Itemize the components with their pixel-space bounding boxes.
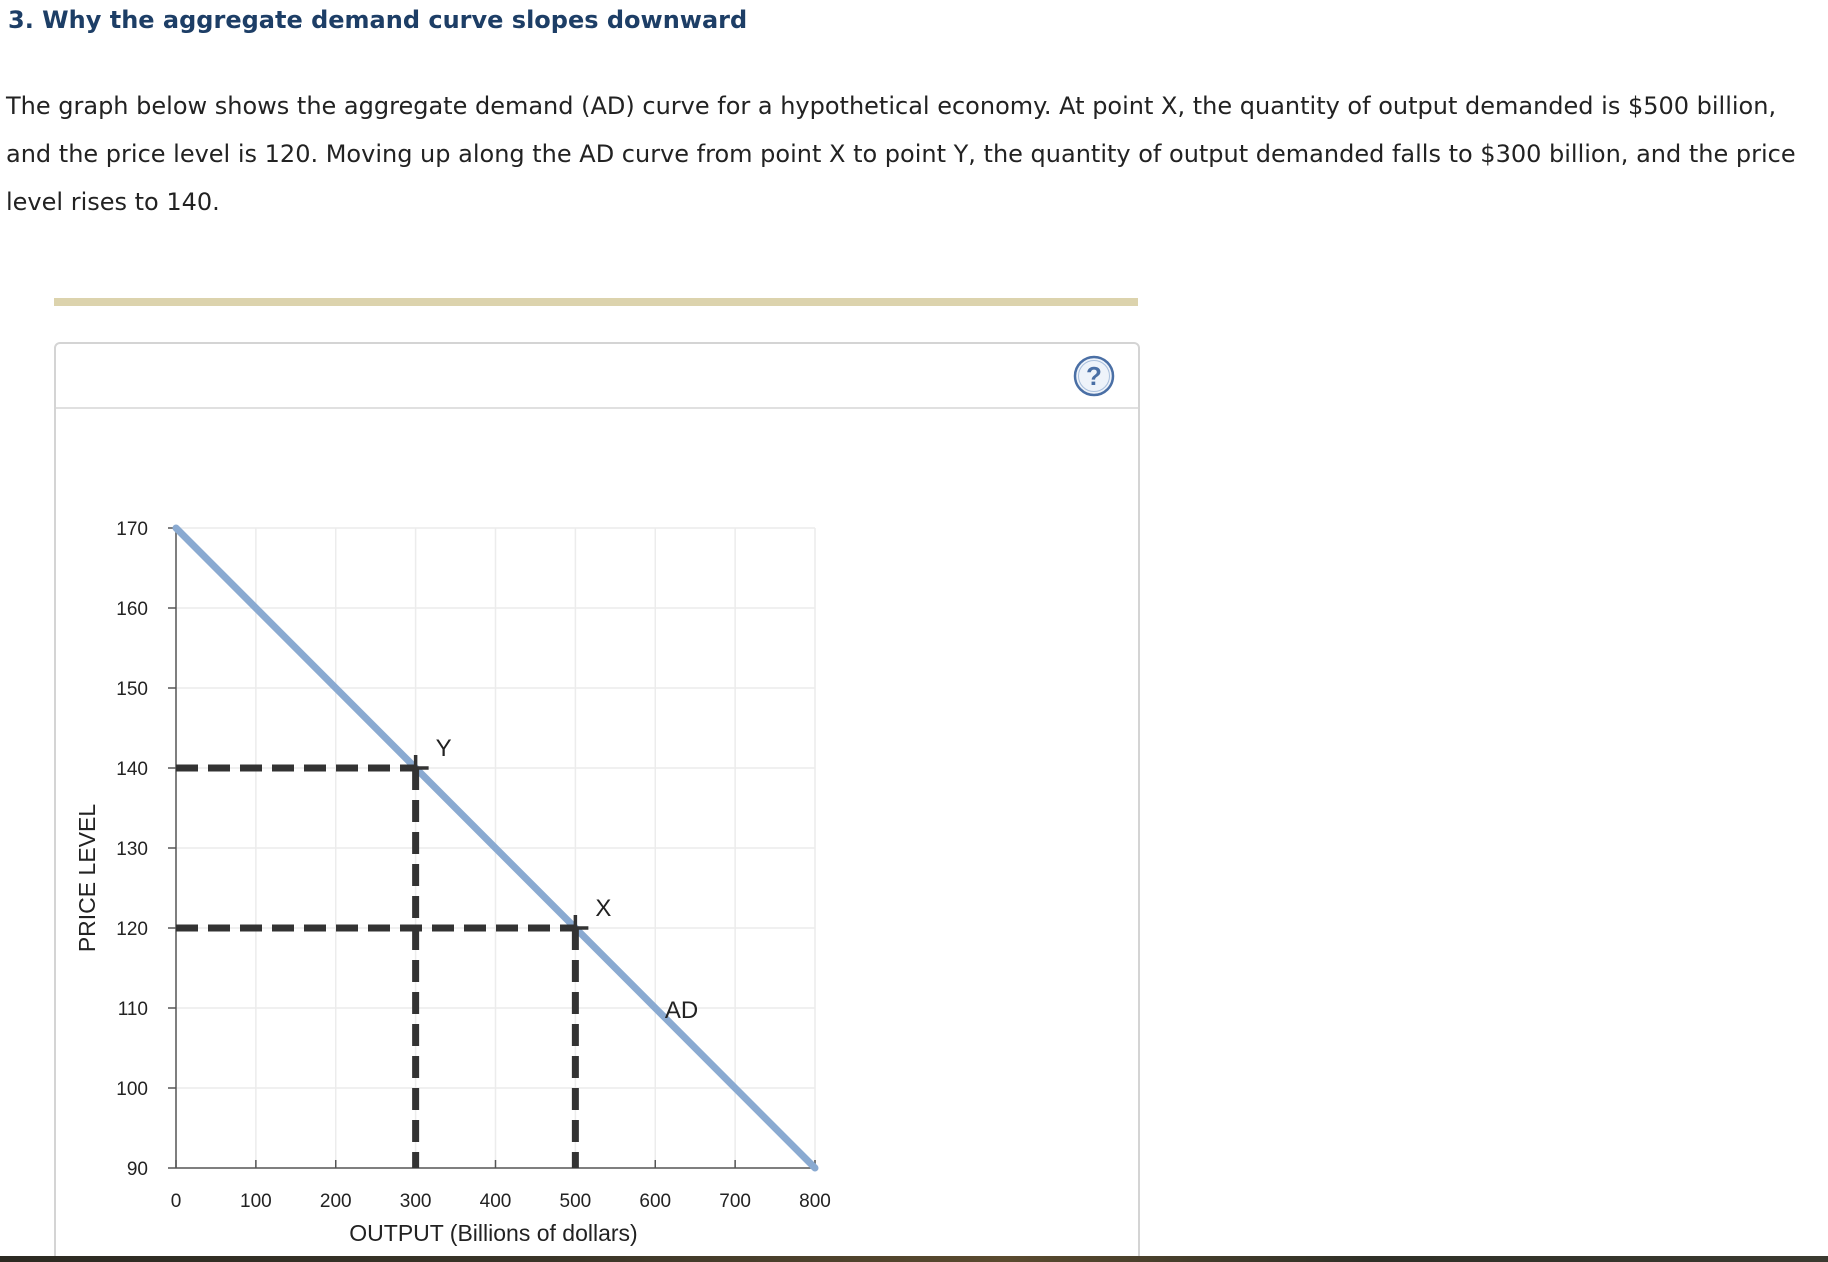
x-tick-label: 100 [240,1191,272,1212]
x-tick-label: 0 [170,1191,182,1212]
x-tick-label: 600 [639,1191,672,1212]
guide-lines [176,755,588,1168]
point-x-label: X [595,895,612,922]
y-axis-title: PRICE LEVEL [74,803,100,953]
y-tick-label: 150 [116,679,148,700]
y-tick-label: 120 [116,919,148,940]
axes [116,519,831,1212]
x-tick-label: 400 [479,1191,512,1212]
x-tick-label: 500 [559,1191,592,1212]
x-tick-label: 200 [319,1191,352,1212]
y-tick-label: 160 [116,599,148,620]
chart-labels [74,735,698,1246]
ad-curve-label: AD [664,997,699,1024]
y-tick-label: 170 [116,519,148,540]
help-symbol: ? [1086,361,1102,391]
y-tick-label: 110 [117,999,148,1020]
question-intro: The graph below shows the aggregate demand (AD) curve for a hypothetical economy. At point X, the quantity of output demanded is $500 billion, and the price level is 120. Moving up along the AD curve from point X to point Y, the quantity of output demanded falls to $300 billion, and the price level rises to 140. [6,92,1796,216]
point-y-label: Y [435,735,452,762]
x-tick-label: 800 [799,1191,831,1212]
x-tick-label: 300 [399,1191,432,1212]
y-tick-label: 140 [116,759,148,780]
y-tick-label: 100 [116,1079,148,1100]
y-tick-label: 90 [126,1159,148,1180]
bottom-strip [0,1256,1828,1262]
question-heading: 3. Why the aggregate demand curve slopes downward [8,6,748,34]
y-tick-label: 130 [116,839,148,860]
x-axis-title: OUTPUT (Billions of dollars) [349,1220,638,1246]
x-tick-label: 700 [719,1191,751,1212]
